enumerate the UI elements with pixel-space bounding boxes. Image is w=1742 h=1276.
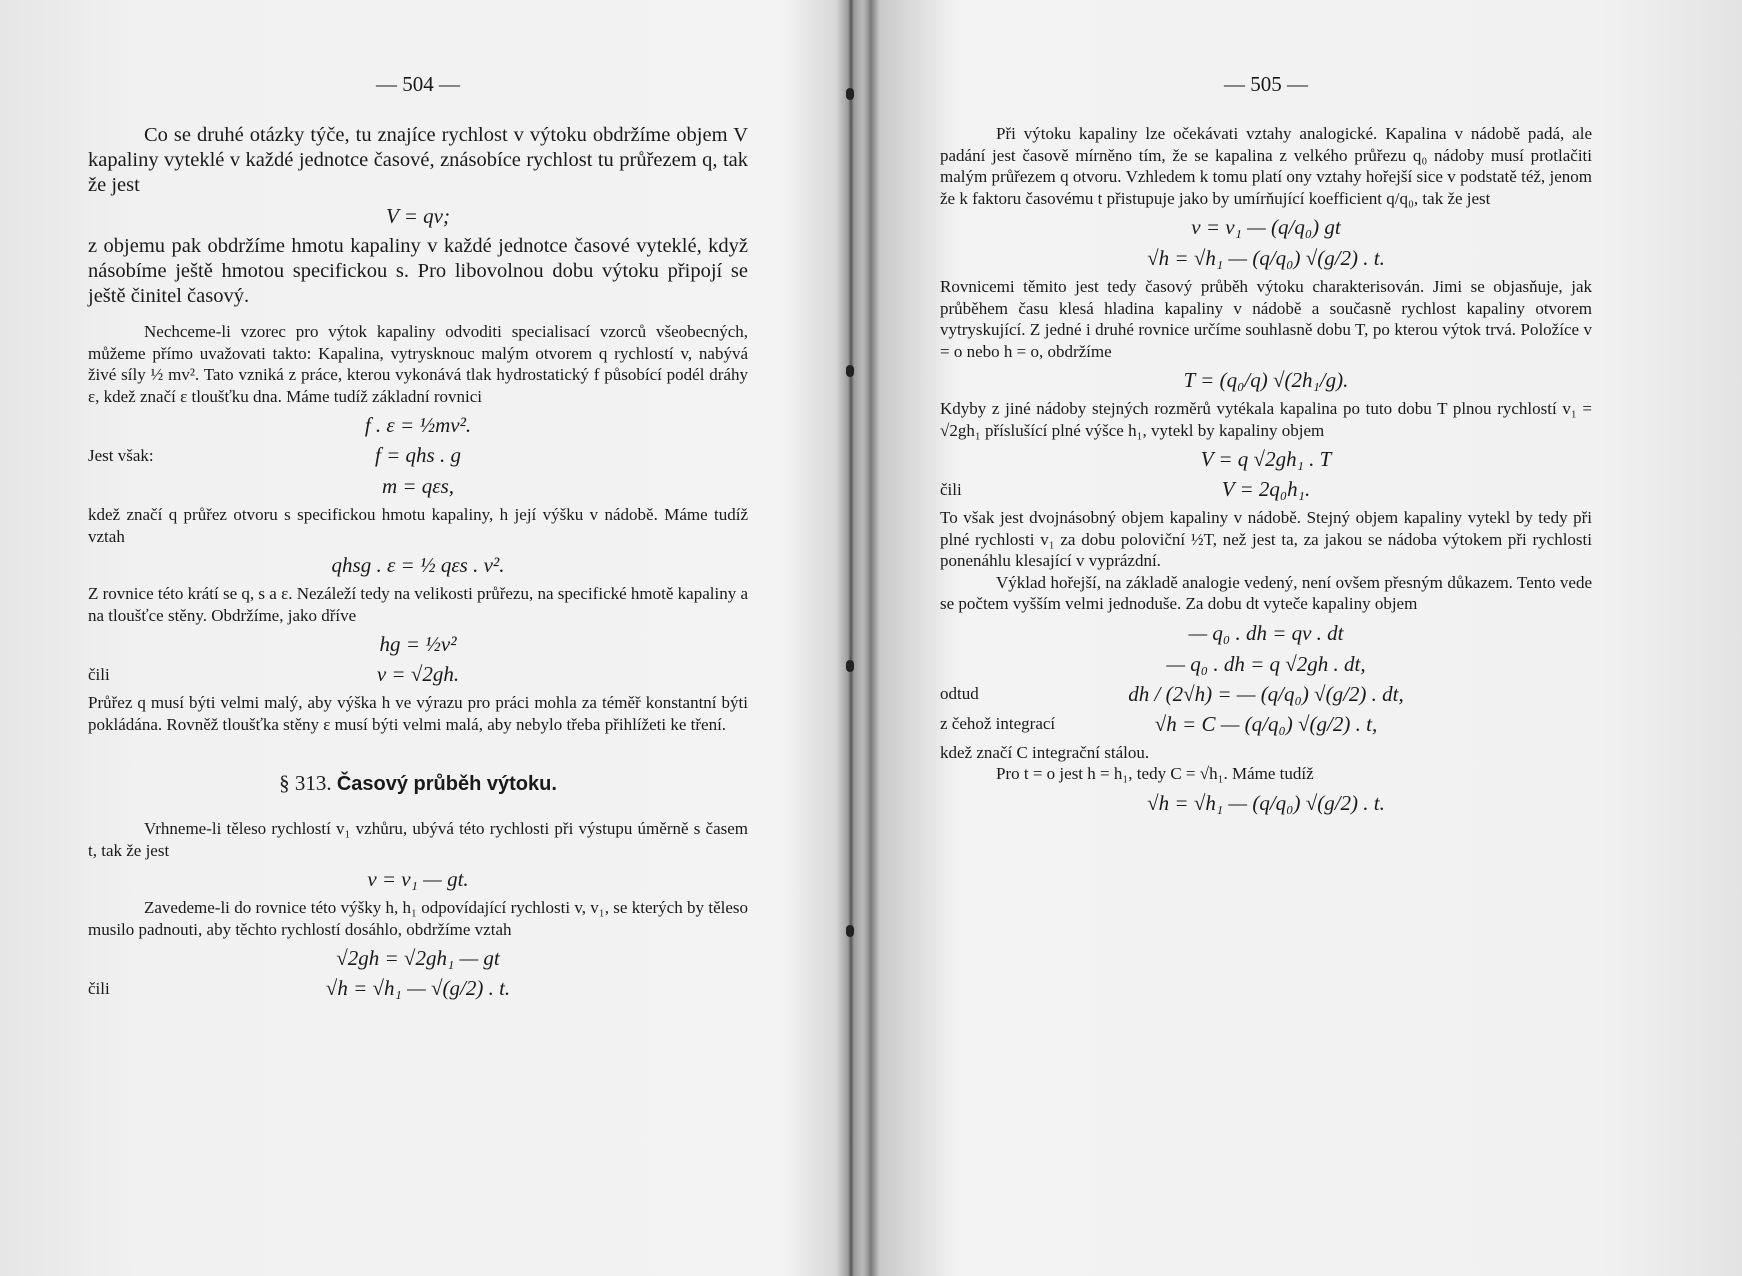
paragraph: Pro t = o jest h = h₁, tedy C = √h₁. Máme tudíž — [996, 764, 1314, 783]
paragraph: Co se druhé otázky týče, tu znajíce rychlost v výtoku obdržíme objem V kapaliny vyteklé v každé jednotce časové, znásobíce rychlost tu průřezem q, tak že jest — [88, 124, 748, 196]
equation: V = 2q₀h₁. — [1221, 477, 1311, 501]
equation-row — [88, 443, 748, 468]
inline-label: čili — [88, 664, 110, 684]
paragraph: kdež značí q průřez otvoru s specifickou hmotu kapaliny, h její výšku v nádobě. Máme tudíž vztah — [88, 505, 748, 546]
equation-row — [940, 712, 1592, 737]
equation: dh / (2√h) = — (q/q₀) √(g/2) . dt, — [1128, 681, 1404, 706]
equation-row — [88, 976, 748, 1001]
equation: v = v₁ — (q/q₀) gt — [1191, 215, 1341, 239]
equation: √2gh = √2gh₁ — gt — [336, 946, 500, 970]
page-number: — 505 — — [1224, 72, 1308, 96]
equation: √h = √h₁ — (q/q₀) √(g/2) . t. — [1147, 246, 1385, 270]
paragraph: Při výtoku kapaliny lze očekávati vztahy analogické. Kapalina v nádobě padá, ale padání jest časově mírněno tím, že se kapalina z velkého průřezu q₀ nádoby musí protlačiti malým průřezem q otvoru. Vzhledem k tomu platí ony vztahy hořejší sice v podstatě též, jenom že k faktoru časovému t přistupuje jako by umírňující koefficient q/q₀, tak že jest — [940, 124, 1592, 208]
paragraph: Zavedeme-li do rovnice této výšky h, h₁ odpovídající rychlosti v, v₁, se kterých by těleso musilo padnouti, aby těchto rychlostí dosáhlo, obdržíme vztah — [88, 898, 748, 939]
paragraph: z objemu pak obdržíme hmotu kapaliny v každé jednotce časové vyteklé, když násobíme ještě hmotou specifickou s. Pro libovolnou dobu výtoku připojí se ještě činitel časový. — [88, 235, 748, 307]
equation: V = qv; — [386, 204, 450, 228]
left-column — [88, 72, 748, 1001]
paragraph: Vrhneme-li těleso rychlostí v₁ vzhůru, ubývá této rychlosti při výstupu úměrně s časem t, tak že jest — [88, 819, 748, 860]
page-504 — [0, 0, 860, 1276]
binding-stitch — [846, 88, 854, 100]
book-gutter — [836, 0, 866, 1276]
equation: T = (q₀/q) √(2h₁/g). — [1183, 368, 1349, 392]
inline-label: z čehož integrací — [940, 714, 1056, 733]
equation-row — [88, 662, 748, 687]
page-505 — [880, 0, 1742, 1276]
equation: √h = √h₁ — √(g/2) . t. — [325, 976, 511, 1000]
equation-row — [940, 477, 1592, 502]
binding-stitch — [846, 925, 854, 937]
paragraph: kdež značí C integrační stálou. — [940, 742, 1150, 762]
paragraph: To však jest dvojnásobný objem kapaliny v nádobě. Stejný objem kapaliny vytekl by tedy při plné rychlosti v₁ za dobu poloviční ½T, než jest ta, za jakou se nádoba výtokem při rychlosti ponenáhlu klesající v vyprázdní. — [940, 508, 1592, 570]
section-heading — [88, 771, 748, 796]
page-number: — 504 — — [376, 72, 460, 96]
paragraph: Průřez q musí býti velmi malý, aby výška h ve výrazu pro práci mohla za téměř konstantní býti pokládána. Rovněž tloušťka stěny ε musí býti velmi malá, aby nebylo třeba přihlížeti ke tření. — [88, 693, 748, 734]
equation: — q₀ . dh = q √2gh . dt, — [1166, 651, 1366, 676]
inline-label: čili — [940, 479, 962, 499]
equation: m = qεs, — [381, 474, 455, 498]
equation: v = √2gh. — [376, 662, 460, 686]
paragraph: Z rovnice této krátí se q, s a ε. Nezáleží tedy na velikosti průřezu, na specifické hmotě kapaliny a na tloušťce stěny. Obdržíme, jako dříve — [88, 584, 748, 625]
binding-stitch — [846, 365, 854, 377]
inline-label: čili — [88, 978, 110, 998]
inline-label: odtud — [940, 684, 979, 703]
section-number: § 313. — [279, 771, 332, 795]
equation: v = v₁ — gt. — [367, 867, 469, 891]
equation: f . ε = ½mv². — [364, 413, 472, 437]
paragraph: Kdyby z jiné nádoby stejných rozměrů vytékala kapalina po tuto dobu T plnou rychlostí v₁ = √2gh₁ příslušící plné výšce h₁, vytekl by kapaliny objem — [940, 399, 1592, 440]
paragraph: Nechceme-li vzorec pro výtok kapaliny odvoditi specialisací vzorců všeobecných, můžeme přímo uvažovati takto: Kapalina, vytrysknouc malým otvorem q rychlostí v, nabývá živé síly ½ mv². Tato vzniká z práce, kterou vykonává tlak hydrostatický f působící podél dráhy ε, kdež značí ε tloušťku dna. Máme tudíž základní rovnici — [88, 322, 748, 406]
section-title: Časový průběh výtoku. — [336, 773, 557, 795]
equation-row — [940, 682, 1592, 707]
paragraph: Výklad hořejší, na základě analogie vedený, není ovšem přesným důkazem. Tento vede se počtem vyšším velmi jednoduše. Za dobu dt vyteče kapaliny objem — [940, 572, 1592, 613]
equation: qhsg . ε = ½ qεs . v². — [331, 553, 505, 577]
equation: √h = √h₁ — (q/q₀) √(g/2) . t. — [1147, 790, 1385, 815]
equation: V = q √2gh₁ . T — [1200, 447, 1332, 471]
inline-label: Jest však: — [88, 445, 154, 465]
binding-stitch — [846, 660, 854, 672]
equation: f = qhs . g — [375, 443, 461, 467]
equation: — q₀ . dh = qv . dt — [1188, 620, 1344, 645]
equation: hg = ½v² — [379, 632, 457, 656]
right-column — [940, 72, 1592, 816]
equation: √h = C — (q/q₀) √(g/2) . t, — [1154, 711, 1378, 736]
paragraph: Rovnicemi těmito jest tedy časový průběh výtoku charakterisován. Jimi se objasňuje, jak průběhem času klesá hladina kapaliny v nádobě a současně rychlost kapaliny otvorem vytryskující. Z jedné i druhé rovnice určíme souhlasně dobu T, po kterou výtok trvá. Položíce v = o nebo h = o, obdržíme — [940, 277, 1592, 361]
